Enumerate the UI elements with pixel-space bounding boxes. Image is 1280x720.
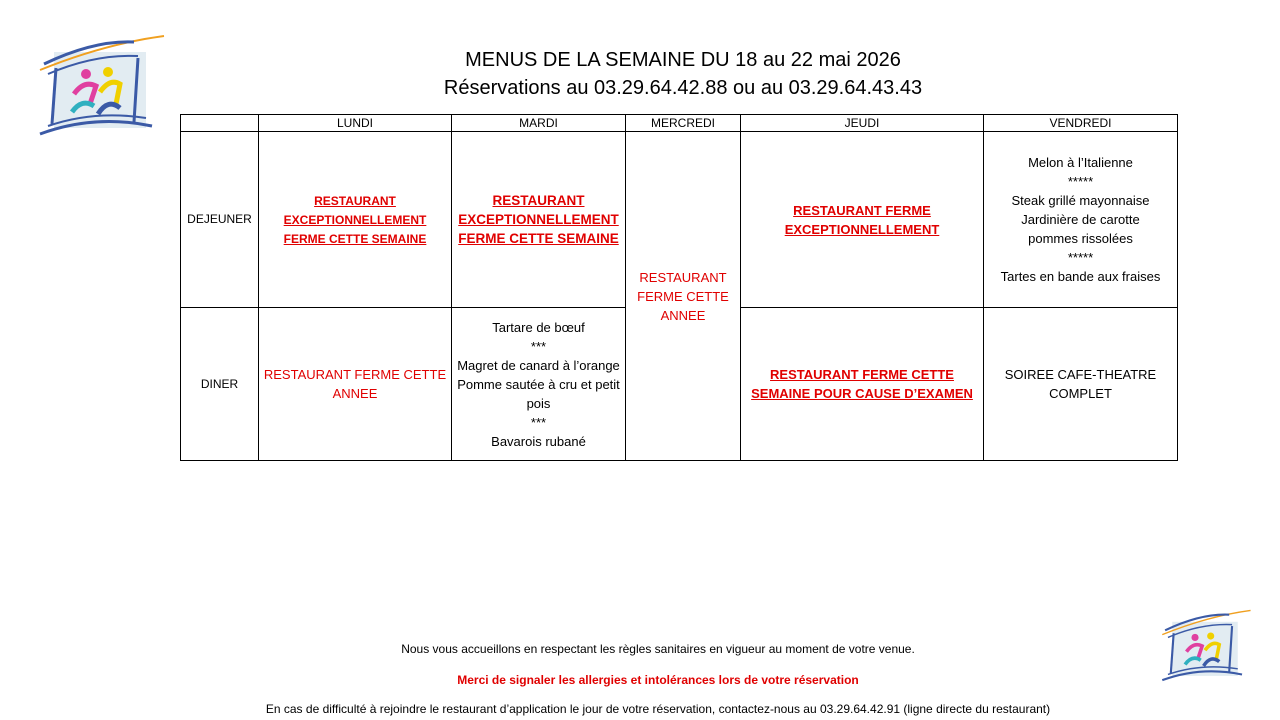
cell-mercredi — [626, 132, 741, 461]
row-label-diner: DINER — [181, 308, 259, 461]
cell-jeudi-diner — [741, 308, 984, 461]
menu-table — [180, 114, 1178, 461]
cell-mardi-diner — [452, 308, 626, 461]
page-title: MENUS DE LA SEMAINE DU 18 au 22 mai 2026 — [465, 49, 901, 71]
sanitary-notice: Nous vous accueillons en respectant les règles sanitaires en vigueur au moment de votre venue. — [401, 642, 915, 656]
school-logo-icon — [34, 34, 166, 138]
cell-vendredi-dejeuner — [984, 132, 1178, 308]
closed-notice: RESTAURANT FERME CETTE ANNEE — [263, 367, 447, 401]
menu-separator: ***** — [1067, 174, 1094, 189]
cell-jeudi-dejeuner — [741, 132, 984, 308]
menu-item: Tartes en bande aux fraises — [1000, 269, 1161, 284]
closed-notice: RESTAURANT FERME CETTE SEMAINE POUR CAUSE D’EXAMEN — [751, 367, 973, 401]
header-mercredi: MERCREDI — [626, 115, 741, 132]
cell-vendredi-diner — [984, 308, 1178, 461]
event-notice: SOIREE CAFE-THEATRE COMPLET — [1004, 367, 1157, 401]
row-label-dejeuner: DEJEUNER — [181, 132, 259, 308]
cell-mardi-dejeuner — [452, 132, 626, 308]
cell-lundi-dejeuner — [259, 132, 452, 308]
header-jeudi: JEUDI — [741, 115, 984, 132]
header-empty-cell — [181, 115, 259, 132]
table-header-row — [181, 115, 1178, 132]
menu-item: Magret de canard à l’orange — [457, 357, 620, 373]
menu-separator: *** — [530, 414, 547, 430]
menu-item: pommes rissolées — [1028, 231, 1133, 246]
menu-item: Steak grillé mayonnaise — [1011, 193, 1150, 208]
menu-item: Jardinière de carotte — [1021, 212, 1140, 227]
closed-notice: RESTAURANT FERME CETTE ANNEE — [637, 269, 729, 323]
header-vendredi: VENDREDI — [984, 115, 1178, 132]
header-lundi: LUNDI — [259, 115, 452, 132]
contact-notice: En cas de difficulté à rejoindre le restaurant d’application le jour de votre réservation, contactez-nous au 03.29.64.42.91 (ligne directe du restaurant) — [265, 702, 1051, 716]
school-logo-icon — [1158, 606, 1252, 686]
menu-separator: ***** — [1067, 250, 1094, 265]
menu-item: Tartare de bœuf — [492, 319, 585, 335]
reservation-line: Réservations au 03.29.64.42.88 ou au 03.29.64.43.43 — [443, 77, 923, 99]
menu-separator: *** — [530, 338, 547, 354]
closed-notice: RESTAURANT FERME EXCEPTIONNELLEMENT — [784, 202, 940, 237]
closed-notice: RESTAURANT EXCEPTIONNELLEMENT FERME CETTE SEMAINE — [283, 194, 427, 246]
allergy-notice: Merci de signaler les allergies et intolérances lors de votre réservation — [457, 673, 859, 687]
menu-item: Melon à l’Italienne — [1028, 155, 1133, 170]
table-row — [181, 132, 1178, 308]
header-mardi: MARDI — [452, 115, 626, 132]
closed-notice: RESTAURANT EXCEPTIONNELLEMENT FERME CETTE SEMAINE — [458, 193, 619, 246]
menu-item: Pomme sautée à cru et petit pois — [457, 376, 620, 411]
menu-item: Bavarois rubané — [491, 433, 586, 449]
cell-lundi-diner — [259, 308, 452, 461]
